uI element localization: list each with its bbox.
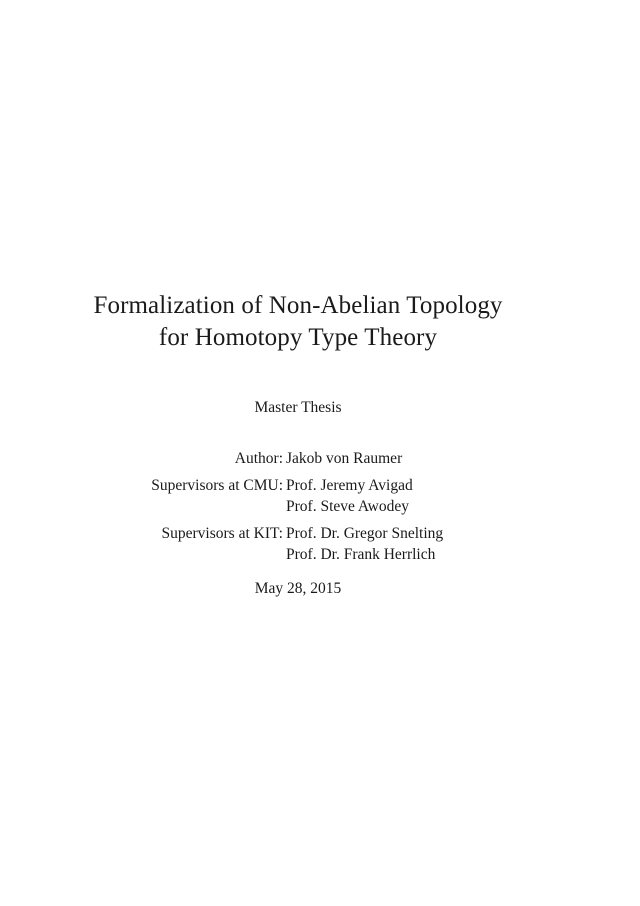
thesis-title-line-1: Formalization of Non-Abelian Topology: [93, 292, 503, 319]
credits-block: [0, 448, 640, 565]
kit-supervisor-row-1: [0, 523, 640, 544]
cmu-supervisor-2: Prof. Steve Awodey: [286, 498, 409, 515]
kit-supervisor-1: Prof. Dr. Gregor Snelting: [286, 525, 444, 542]
cmu-supervisor-row-2: [0, 496, 640, 517]
thesis-title-line-2: for Homotopy Type Theory: [158, 324, 438, 351]
author-label: Author:: [234, 450, 283, 467]
thesis-title: [0, 290, 596, 354]
thesis-type: Master Thesis: [254, 399, 342, 416]
author-row: [0, 448, 640, 469]
kit-supervisor-2: Prof. Dr. Frank Herrlich: [286, 546, 436, 563]
kit-supervisor-row-2: [0, 544, 640, 565]
cmu-supervisor-row-1: [0, 475, 640, 496]
cmu-supervisor-1: Prof. Jeremy Avigad: [286, 477, 413, 494]
author-name: Jakob von Raumer: [286, 450, 403, 467]
cmu-supervisors-label: Supervisors at CMU:: [151, 477, 283, 494]
submission-date: May 28, 2015: [254, 580, 342, 597]
kit-supervisors-label: Supervisors at KIT:: [161, 525, 283, 542]
